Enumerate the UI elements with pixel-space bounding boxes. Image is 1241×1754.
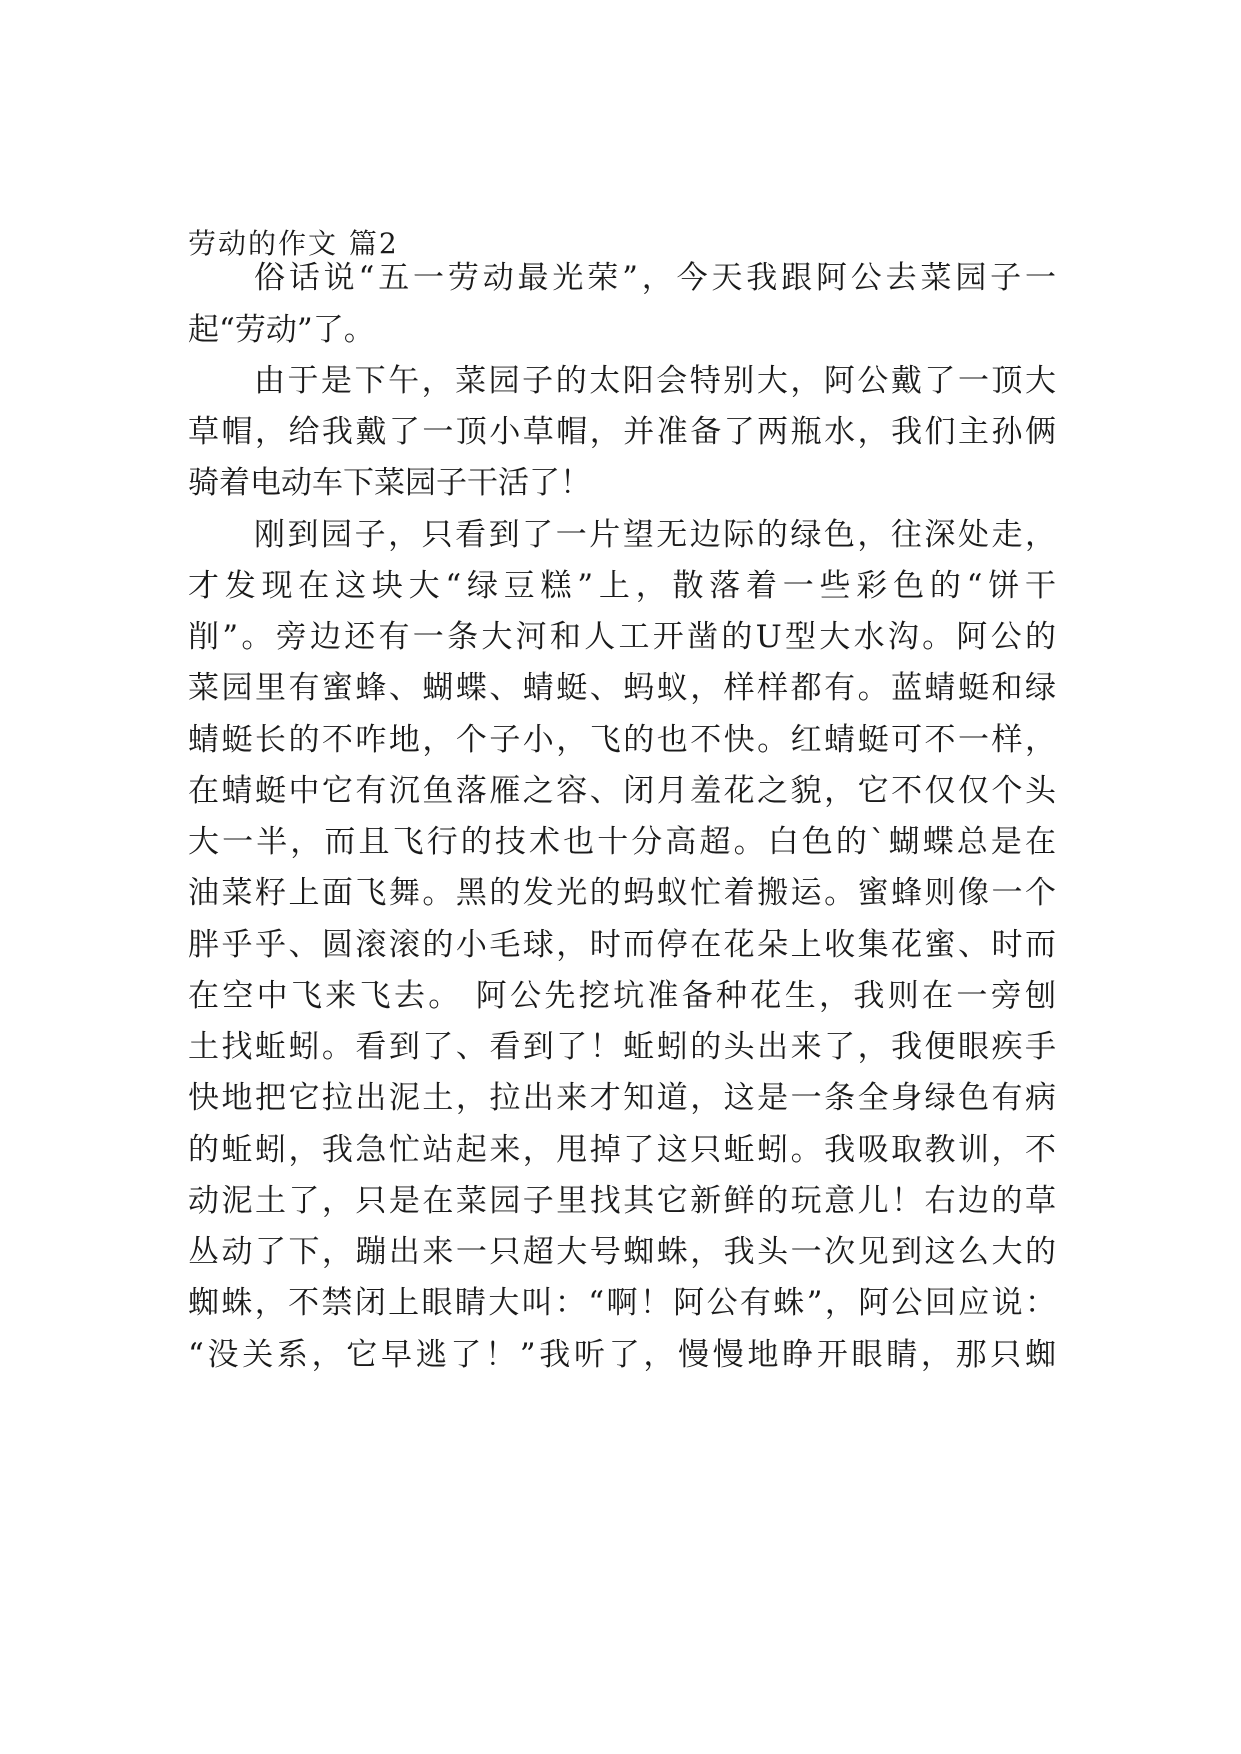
text-line: 胖乎乎、圆滚滚的小毛球，时而停在花朵上收集花蜜、时而: [188, 927, 1056, 963]
text-line: 菜园里有蜜蜂、蝴蝶、蜻蜓、蚂蚁，样样都有。蓝蜻蜓和绿: [188, 670, 1056, 706]
text-line: 俗话说“五一劳动最光荣”，今天我跟阿公去菜园子一: [254, 260, 1056, 296]
text-line: 蜻蜓长的不咋地，个子小，飞的也不快。红蜻蜓可不一样，: [188, 722, 1056, 758]
text-line: 才发现在这块大“绿豆糕”上，散落着一些彩色的“饼干: [188, 568, 1056, 604]
text-line: 动泥土了，只是在菜园子里找其它新鲜的玩意儿！右边的草: [188, 1183, 1056, 1219]
text-line: 由于是下午，菜园子的太阳会特别大，阿公戴了一顶大: [254, 363, 1056, 399]
text-line: “没关系，它早逃了！”我听了，慢慢地睁开眼睛，那只蜘: [188, 1337, 1056, 1373]
text-line: 蜘蛛，不禁闭上眼睛大叫：“啊！阿公有蛛”，阿公回应说：: [188, 1285, 1056, 1321]
text-line: 油菜籽上面飞舞。黑的发光的蚂蚁忙着搬运。蜜蜂则像一个: [188, 875, 1056, 911]
text-line: 在空中飞来飞去。 阿公先挖坑准备种花生，我则在一旁刨: [188, 978, 1056, 1014]
text-line: 起“劳动”了。: [188, 312, 375, 348]
text-line: 大一半，而且飞行的技术也十分高超。白色的`蝴蝶总是在: [188, 824, 1056, 860]
text-line: 丛动了下，蹦出来一只超大号蜘蛛，我头一次见到这么大的: [188, 1234, 1056, 1270]
text-line: 的蚯蚓，我急忙站起来，甩掉了这只蚯蚓。我吸取教训，不: [188, 1132, 1056, 1168]
text-line: 草帽，给我戴了一顶小草帽，并准备了两瓶水，我们主孙俩: [188, 414, 1056, 450]
text-line: 骑着电动车下菜园子干活了！: [188, 465, 591, 501]
text-line: 削”。旁边还有一条大河和人工开凿的U型大水沟。阿公的: [188, 619, 1056, 655]
text-line: 快地把它拉出泥土，拉出来才知道，这是一条全身绿色有病: [188, 1080, 1056, 1116]
essay-title: 劳动的作文 篇2: [188, 227, 399, 260]
text-line: 在蜻蜓中它有沉鱼落雁之容、闭月羞花之貌，它不仅仅个头: [188, 773, 1056, 809]
text-line: 土找蚯蚓。看到了、看到了！蚯蚓的头出来了，我便眼疾手: [188, 1029, 1056, 1065]
text-line: 刚到园子，只看到了一片望无边际的绿色，往深处走，: [254, 517, 1056, 553]
